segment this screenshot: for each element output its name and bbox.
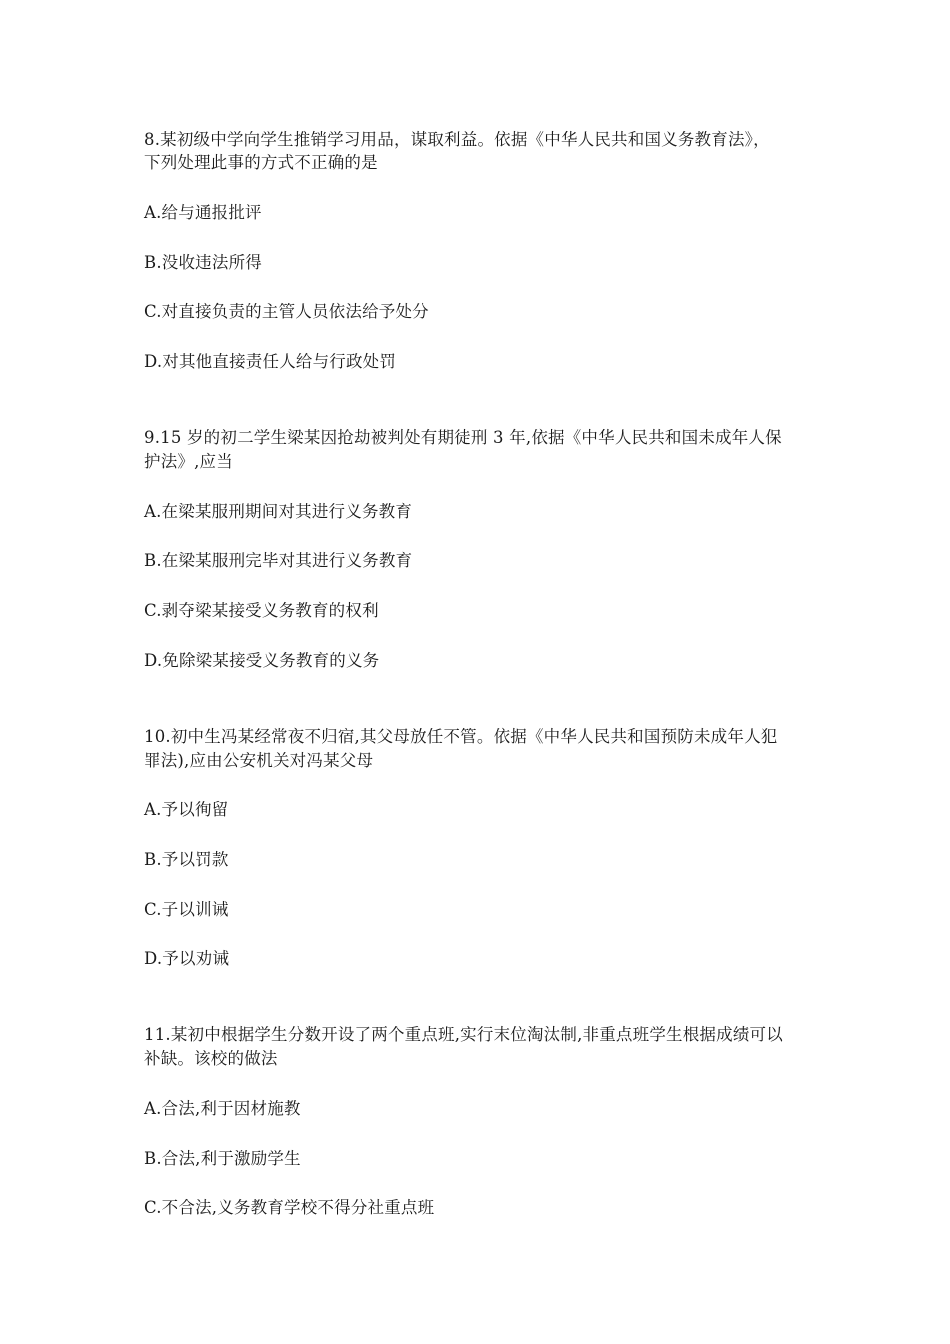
question-8-option-d: D.对其他直接责任人给与行政处罚 [144, 352, 397, 371]
question-9-option-c: C.剥夺梁某接受义务教育的权利 [144, 601, 379, 620]
question-8-option-c: C.对直接负责的主管人员依法给予处分 [144, 302, 429, 321]
question-8-option-a: A.给与通报批评 [144, 203, 262, 222]
question-10-option-a: A.予以徇留 [144, 800, 229, 819]
question-10-stem-line-1: 10.初中生冯某经常夜不归宿,其父母放任不管。依据《中华人民共和国预防未成年人犯 [144, 727, 778, 746]
question-9-stem-line-1: 9.15 岁的初二学生梁某因抢劫被判处有期徒刑 3 年,依据《中华人民共和国未成年人保 [144, 428, 782, 447]
question-11-option-a: A.合法,利于因材施教 [144, 1099, 301, 1118]
question-10-option-c: C.子以训诫 [144, 900, 229, 919]
question-10-option-b: B.予以罚款 [144, 850, 229, 869]
question-10-stem-line-2: 罪法),应由公安机关对冯某父母 [144, 751, 374, 770]
question-9-stem-line-2: 护法》,应当 [144, 452, 233, 471]
question-8-stem-line-2: 下列处理此事的方式不正确的是 [144, 153, 378, 172]
question-11-stem-line-1: 11.某初中根据学生分数开设了两个重点班,实行末位淘汰制,非重点班学生根据成绩可以 [144, 1025, 783, 1044]
question-11-option-b: B.合法,利于激励学生 [144, 1149, 301, 1168]
question-8-stem-line-1: 8.某初级中学向学生推销学习用品，谋取利益。依据《中华人民共和国义务教育法》， [144, 130, 770, 149]
question-8-option-b: B.没收违法所得 [144, 253, 262, 272]
question-9-option-d: D.免除梁某接受义务教育的义务 [144, 651, 380, 670]
question-11-stem-line-2: 补缺。该校的做法 [144, 1049, 278, 1068]
question-9-option-a: A.在梁某服刑期间对其进行义务教育 [144, 502, 413, 521]
question-9-option-b: B.在梁某服刑完毕对其进行义务教育 [144, 551, 413, 570]
question-10-option-d: D.予以劝诫 [144, 949, 230, 968]
question-11-option-c: C.不合法,义务教育学校不得分社重点班 [144, 1198, 435, 1217]
